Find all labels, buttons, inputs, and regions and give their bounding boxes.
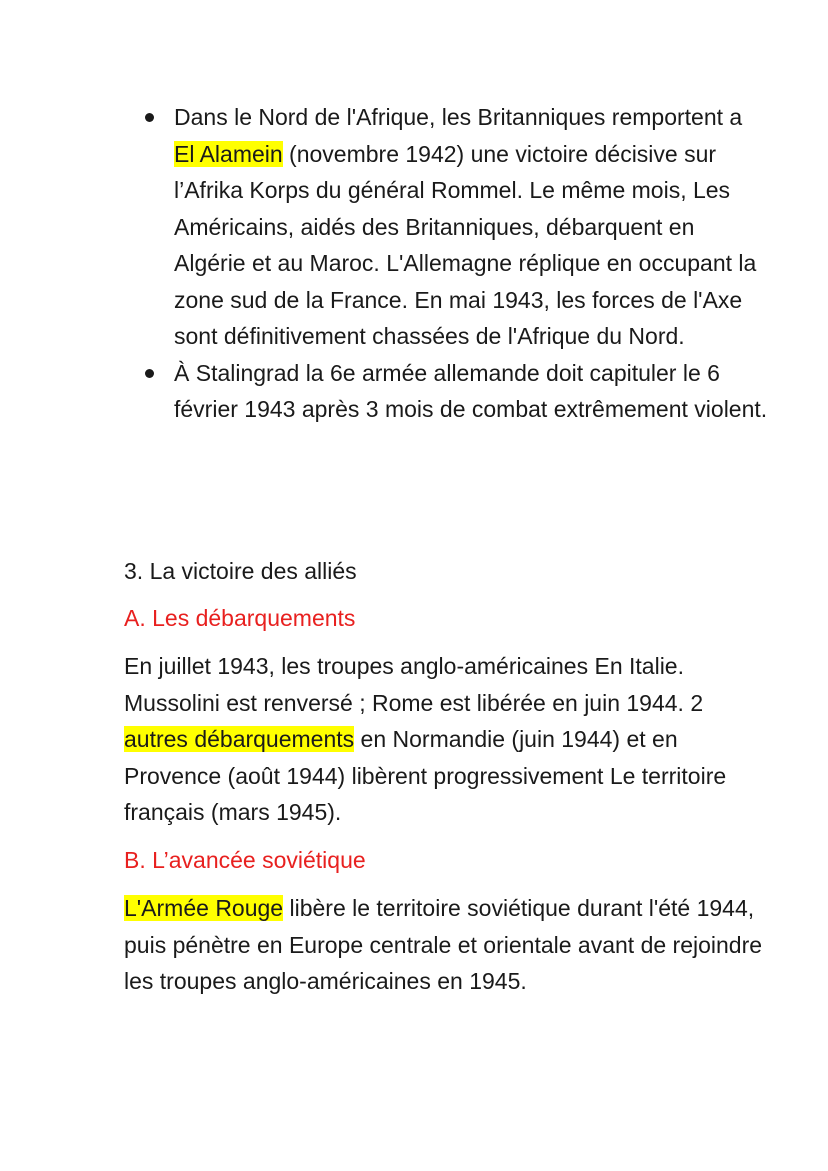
bullet-dot-icon xyxy=(145,113,154,122)
bullet-item-stalingrad xyxy=(0,355,828,428)
section-a-text-after: en Normandie (juin 1944) et en Provence (août 1944) libèrent progressivement Le territoire français (mars 1945). xyxy=(124,726,727,825)
highlight-el-alamein: El Alamein xyxy=(174,140,283,167)
bullet-text-before: Dans le Nord de l'Afrique, les Britanniques remportent a xyxy=(174,104,743,130)
highlight-autres-debarquements: autres débarquements xyxy=(124,726,355,752)
bullet-item-el-alamein xyxy=(0,99,828,355)
bullet-list xyxy=(0,99,828,428)
highlight-armee-rouge: L'Armée Rouge xyxy=(124,895,284,921)
section-a-paragraph xyxy=(124,648,764,831)
section-3-title: 3. La victoire des alliés xyxy=(124,558,357,584)
section-b-title: B. L’avancée soviétique xyxy=(124,847,366,873)
section-b-paragraph xyxy=(124,890,764,1000)
section-a-text-before: En juillet 1943, les troupes anglo-américaines En Italie. Mussolini est renversé ; Rome est libérée en juin 1944. 2 xyxy=(124,653,704,716)
section-b-text-after: libère le territoire soviétique durant l'été 1944, puis pénètre en Europe centrale et orientale avant de rejoindre les troupes anglo-américaines en 1945. xyxy=(124,895,763,994)
bullet-text: À Stalingrad la 6e armée allemande doit capituler le 6 février 1943 après 3 mois de combat extrêmement violent. xyxy=(174,359,768,422)
bullet-text-after: (novembre 1942) une victoire décisive sur l’Afrika Korps du général Rommel. Le même mois, Les Américains, aidés des Britanniques, débarquent en Algérie et au Maroc. L'Allemagne réplique en occupant la zone sud de la France. En mai 1943, les forces de l'Axe sont définitivement chassées de l'Afrique du Nord. xyxy=(174,140,757,349)
bullet-dot-icon xyxy=(145,369,154,378)
section-a-title: A. Les débarquements xyxy=(124,605,356,631)
